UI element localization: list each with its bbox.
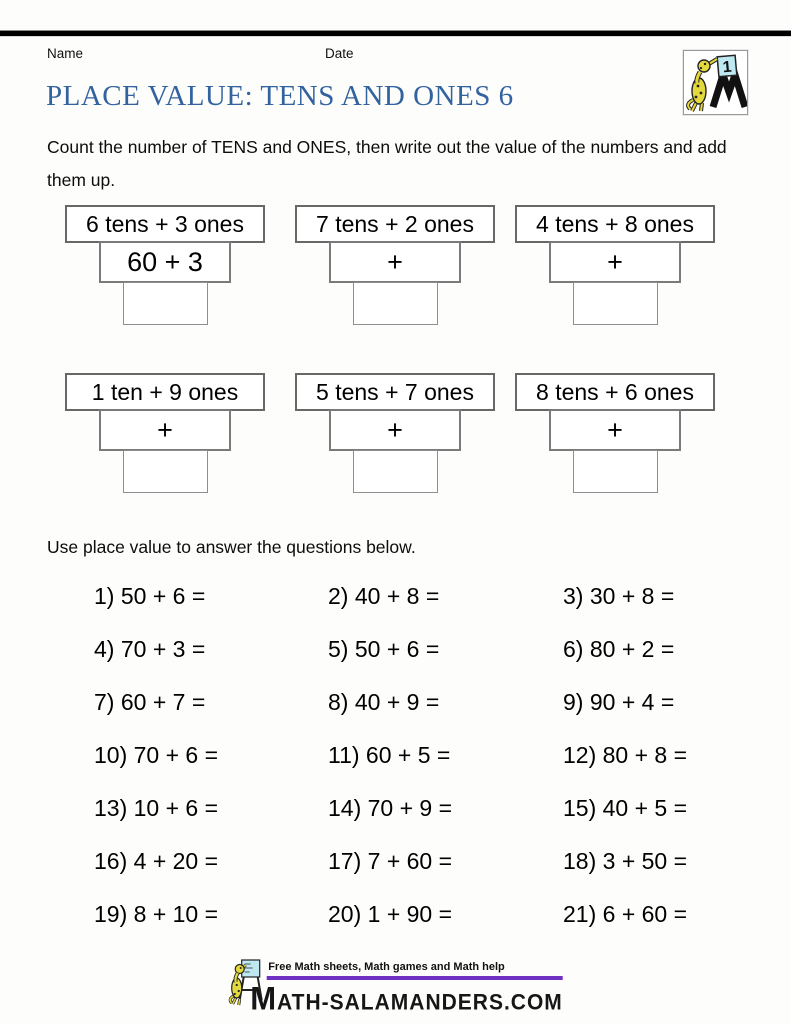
pyramid-answer-box[interactable] [123,282,208,325]
pyramid-problem-2 [295,205,495,325]
pyramid-label: 8 tens + 6 ones [515,373,715,411]
top-divider-rule [0,30,791,37]
pyramid-expansion-box[interactable]: + [549,409,681,451]
pyramid-answer-box[interactable] [353,282,438,325]
question-item: 7) 60 + 7 = [94,689,206,715]
pyramid-problem-5 [295,373,495,493]
question-item: 6) 80 + 2 = [563,636,675,662]
question-item: 16) 4 + 20 = [94,848,219,874]
section-2-instructions: Use place value to answer the questions below. [47,537,416,557]
pyramid-label: 7 tens + 2 ones [295,205,495,243]
question-item: 12) 80 + 8 = [563,742,688,768]
question-item: 5) 50 + 6 = [328,636,440,662]
footer-text-block [250,958,563,1017]
pyramid-answer-box[interactable] [123,450,208,493]
pyramid-label: 1 ten + 9 ones [65,373,265,411]
question-item: 13) 10 + 6 = [94,795,219,821]
question-item: 2) 40 + 8 = [328,583,440,609]
question-item: 4) 70 + 3 = [94,636,206,662]
questions-grid [94,570,773,941]
question-item: 15) 40 + 5 = [563,795,688,821]
question-item: 10) 70 + 6 = [94,742,219,768]
question-item: 18) 3 + 50 = [563,848,688,874]
pyramid-expansion-box[interactable]: + [99,409,231,451]
pyramid-label: 5 tens + 7 ones [295,373,495,411]
question-item: 8) 40 + 9 = [328,689,440,715]
number-card-digit: 1 [721,58,733,77]
footer-brand [228,958,563,1017]
math-salamanders-logo [683,50,748,115]
pyramid-problem-4 [65,373,265,493]
pyramid-label: 4 tens + 8 ones [515,205,715,243]
pyramid-expansion-box[interactable]: + [329,241,461,283]
question-item: 21) 6 + 60 = [563,901,688,927]
question-item: 1) 50 + 6 = [94,583,206,609]
footer-site-name[interactable]: MATH-SALAMANDERS.COM [250,980,563,1017]
question-item: 17) 7 + 60 = [328,848,453,874]
question-item: 3) 30 + 8 = [563,583,675,609]
pyramid-answer-box[interactable] [573,450,658,493]
question-item: 11) 60 + 5 = [328,742,451,768]
salamander-with-m-icon [684,51,747,114]
page-title: PLACE VALUE: TENS AND ONES 6 [46,80,514,112]
date-label: Date [325,46,354,61]
question-item: 9) 90 + 4 = [563,689,675,715]
pyramid-expansion-box[interactable]: + [329,409,461,451]
question-item: 19) 8 + 10 = [94,901,219,927]
pyramid-label: 6 tens + 3 ones [65,205,265,243]
footer-tagline: Free Math sheets, Math games and Math help [266,958,563,980]
name-label: Name [47,46,84,61]
pyramid-problem-1 [65,205,265,325]
pyramid-expansion-box[interactable]: 60 + 3 [99,241,231,283]
question-item: 20) 1 + 90 = [328,901,453,927]
instructions-text: Count the number of TENS and ONES, then write out the value of the numbers and add them up. [47,137,727,190]
m-letter-glyph [713,75,745,107]
pyramid-expansion-box[interactable]: + [549,241,681,283]
pyramid-problem-3 [515,205,715,325]
pyramid-answer-box[interactable] [353,450,438,493]
question-item: 14) 70 + 9 = [328,795,453,821]
pyramid-problem-6 [515,373,715,493]
pyramid-answer-box[interactable] [573,282,658,325]
